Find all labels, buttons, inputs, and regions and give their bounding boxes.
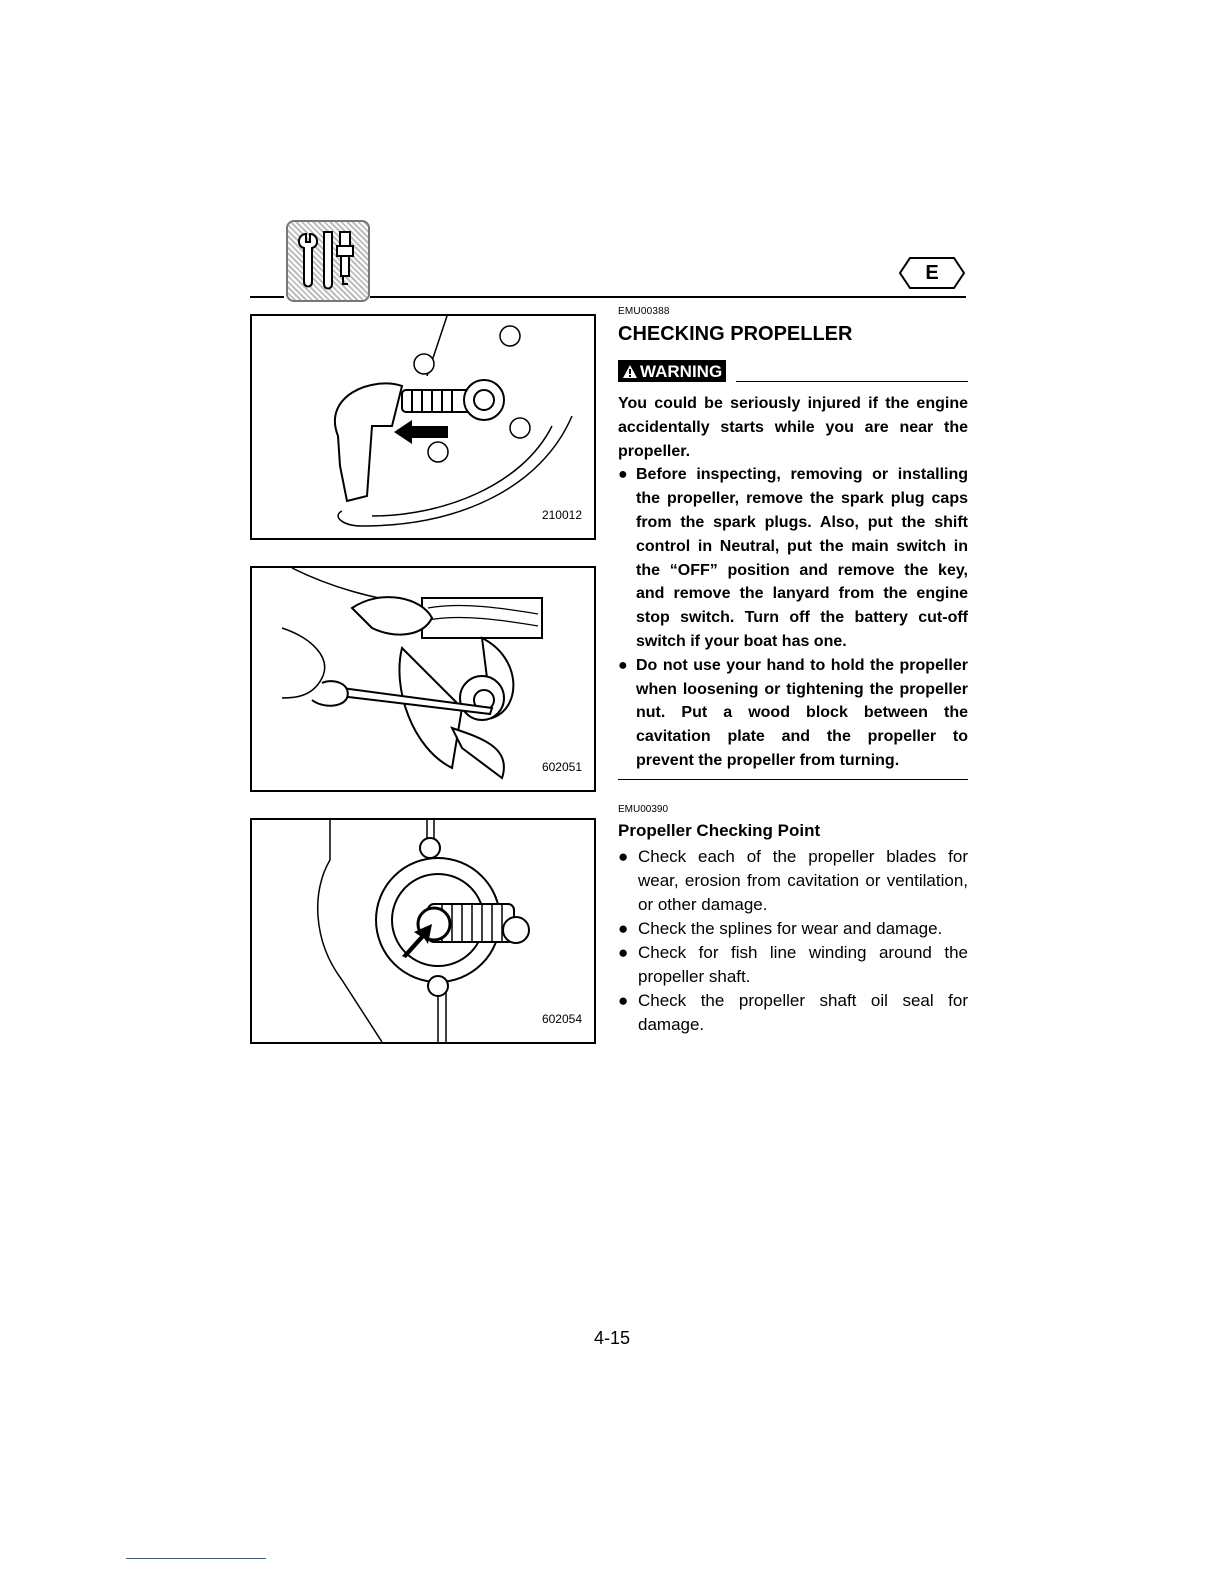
warning-end-rule — [618, 779, 968, 780]
section-title: CHECKING PROPELLER — [618, 323, 853, 345]
warning-body — [618, 392, 968, 773]
warning-header — [618, 356, 968, 382]
warning-intro: You could be seriously injured if the engine accidentally starts while you are near the propeller. — [618, 395, 968, 460]
warning-item — [618, 654, 968, 773]
figure-spark-plug-cap — [250, 314, 596, 540]
list-item-text: Check for fish line winding around the propeller shaft. — [638, 942, 968, 986]
language-badge — [898, 256, 966, 290]
list-item — [618, 917, 968, 941]
tools-spark-plug-icon — [286, 220, 370, 302]
propeller-shaft-illustration — [252, 820, 594, 1042]
section-doc-code: EMU00388 — [618, 306, 670, 317]
bullet: ● — [618, 846, 629, 866]
list-item-text: Check the propeller shaft oil seal for damage. — [638, 990, 968, 1034]
figure-propeller-shaft — [250, 818, 596, 1044]
spark-plug-illustration — [252, 316, 594, 538]
list-item — [618, 941, 968, 989]
figure-propeller-nut — [250, 566, 596, 792]
header-rule-left — [250, 296, 284, 298]
checking-point-list — [618, 845, 968, 1037]
list-item-text: Check the splines for wear and damage. — [638, 918, 943, 938]
subsection-title: Propeller Checking Point — [618, 820, 821, 840]
list-item — [618, 845, 968, 917]
figure-code: 602054 — [541, 1012, 582, 1026]
warning-item-text: Before inspecting, removing or installing the propeller, remove the spark plug caps from the spark plugs. Also, put the shift control in Neutral, put the main switch in the “OFF” position and remove the key, and remove the lanyard from the engine stop switch. Turn off the battery cut-off switch if your boat has one. — [636, 466, 968, 650]
warning-label-text: WARNING — [640, 361, 723, 381]
header-rule — [370, 296, 966, 298]
figure-code: 210012 — [541, 508, 582, 522]
checking-propeller-section — [618, 306, 968, 1037]
bullet: ● — [618, 942, 629, 962]
footnote-rule — [126, 1558, 266, 1559]
bullet: ● — [618, 918, 629, 938]
bullet: ● — [618, 990, 629, 1010]
bullet: ● — [618, 466, 628, 484]
warning-item — [618, 463, 968, 653]
figure-code: 602051 — [541, 760, 582, 774]
subsection-doc-code: EMU00390 — [618, 803, 669, 815]
propeller-nut-illustration — [252, 568, 594, 790]
warning-rule — [736, 381, 968, 382]
warning-item-text: Do not use your hand to hold the propeller when loosening or tightening the propeller nut. Put a wood block between the cavitation plate and the propeller to prevent the propeller from turning. — [636, 656, 968, 769]
warning-label — [618, 360, 726, 382]
page-number: 4-15 — [593, 1328, 631, 1348]
list-item — [618, 989, 968, 1037]
list-item-text: Check each of the propeller blades for wear, erosion from cavitation or ventilation, or other damage. — [638, 846, 968, 914]
warning-triangle-icon — [622, 364, 638, 379]
bullet: ● — [618, 656, 628, 674]
language-badge-label: E — [925, 262, 939, 284]
